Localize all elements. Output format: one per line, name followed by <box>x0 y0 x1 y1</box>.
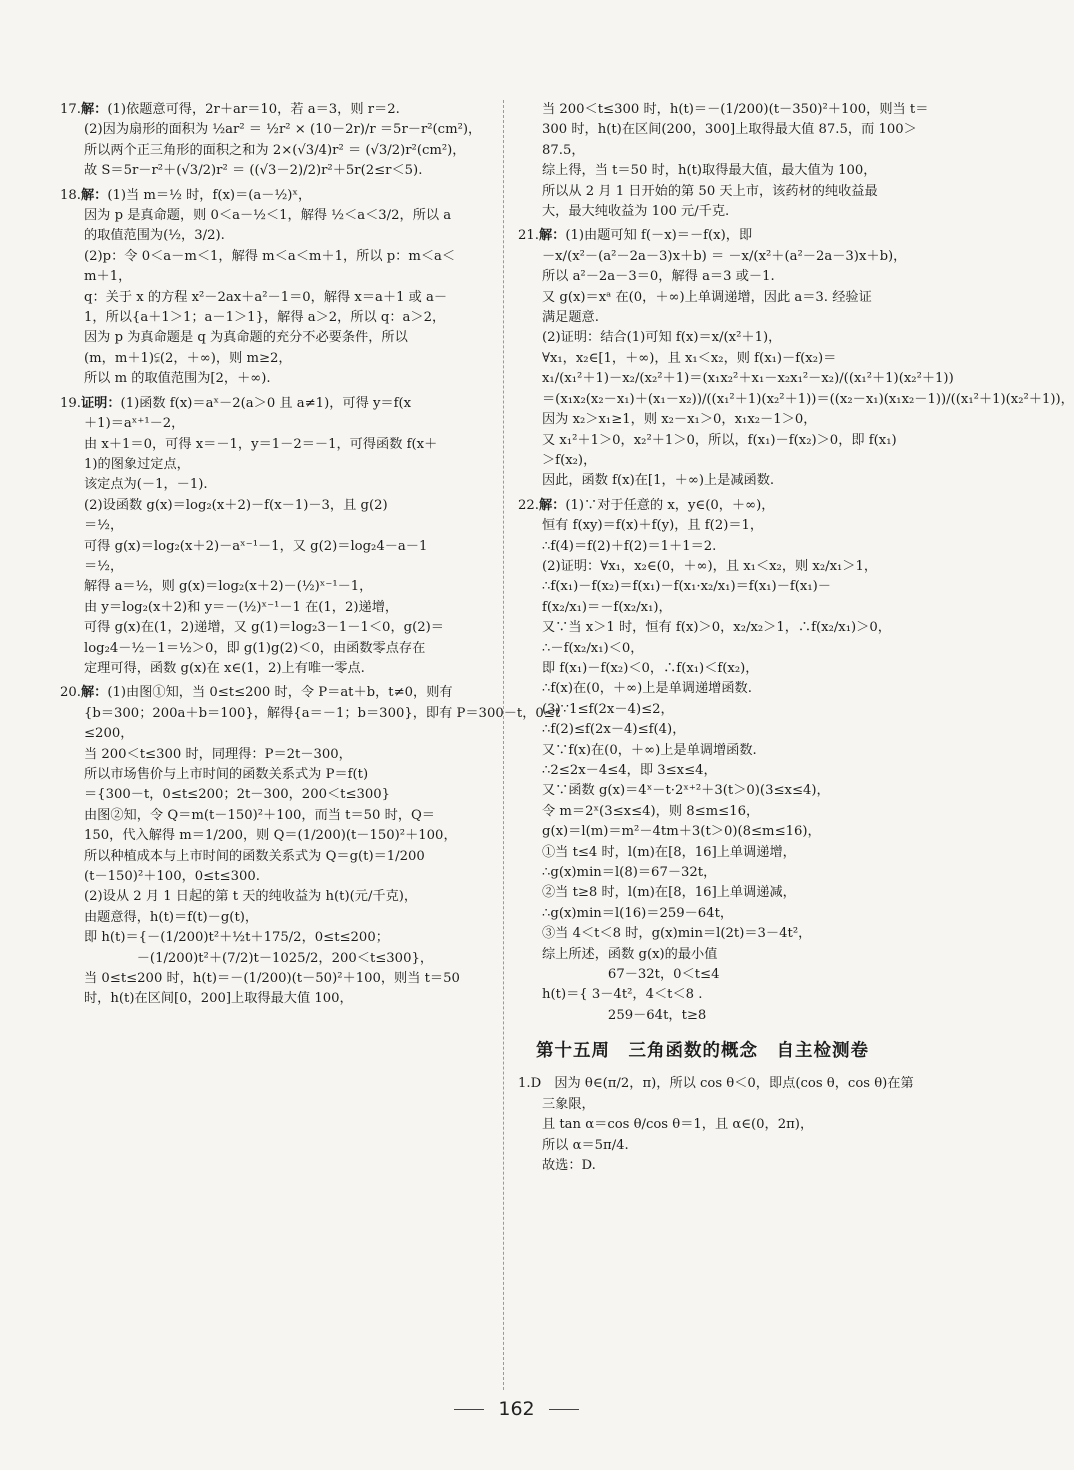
line-text: ③当 4＜t＜8 时，g(x)min＝l(2t)＝3－4t²， <box>542 926 812 942</box>
line-text: (1)由图①知，当 0≤t≤200 时，令 P＝at＋b，t≠0，则有 <box>107 685 453 701</box>
solution-line <box>518 883 948 903</box>
solution-line <box>518 618 948 638</box>
line-text: 时，h(t)在区间[0，200]上取得最大值 100， <box>84 991 353 1007</box>
line-text: 1)的图象过定点， <box>84 456 190 472</box>
line-text: (2)设从 2 月 1 日起的第 t 天的纯收益为 h(t)(元/千克)， <box>84 889 418 905</box>
line-text: 因为 p 是真命题，则 0＜a－½＜1，解得 ½＜a＜3/2，所以 a <box>84 208 452 224</box>
line-text: 259－64t，t≥8 <box>542 1007 707 1023</box>
line-text: 令 m＝2ˣ(3≤x≤4)，则 8≤m≤16， <box>542 803 760 819</box>
line-text: 因为 x₂＞x₁≥1，则 x₂－x₁＞0，x₁x₂－1＞0， <box>542 412 817 428</box>
line-text: 87.5， <box>542 142 585 158</box>
line-text: 即 h(t)＝{－(1/200)t²＋½t＋175/2，0≤t≤200； <box>84 930 389 946</box>
solution-line <box>60 969 490 989</box>
line-text: (m，m＋1)⫋(2，＋∞)，则 m≥2， <box>84 350 292 366</box>
line-text: f(x₂/x₁)＝－f(x₂/x₁)， <box>542 599 672 615</box>
solution-line <box>518 267 948 287</box>
line-text: 解得 a＝½，则 g(x)＝log₂(x＋2)－(½)ˣ⁻¹－1， <box>84 579 373 595</box>
solution-line <box>518 557 948 577</box>
line-text: ＝½， <box>84 558 124 574</box>
line-text: 综上得，当 t＝50 时，h(t)取得最大值，最大值为 100， <box>542 163 877 179</box>
solution-line <box>518 537 948 557</box>
solution-line <box>60 724 490 744</box>
solution-line <box>518 863 948 883</box>
solution-line <box>60 349 490 369</box>
line-text: ∴f(4)＝f(2)＋f(2)＝1＋1＝2. <box>542 538 717 554</box>
line-text: ∴f(2)≤f(2x－4)≤f(4)， <box>542 722 686 738</box>
line-text: 定理可得，函数 g(x)在 x∈(1，2)上有唯一零点. <box>84 660 365 676</box>
line-text: log₂4－½－1＝½＞0，即 g(1)g(2)＜0，由函数零点存在 <box>84 640 426 656</box>
line-text: 所以 α＝5π/4. <box>542 1137 629 1153</box>
line-text: q：关于 x 的方程 x²－2ax＋a²－1＝0，解得 x＝a＋1 或 a－ <box>84 289 448 305</box>
problem-start-line <box>60 100 490 120</box>
solution-line <box>518 822 948 842</box>
line-text: 150，代入解得 m＝1/200，则 Q＝(1/200)(t－150)²＋100， <box>84 828 457 844</box>
solution-line <box>60 949 490 969</box>
line-text: 故选：D. <box>542 1157 596 1173</box>
problem-number: 20. <box>60 685 81 701</box>
problem-start-line <box>518 496 948 516</box>
footer-dash-left <box>454 1409 484 1410</box>
line-text: (2)因为扇形的面积为 ½ar² ＝ ½r² × (10－2r)/r ＝5r－r²(cm²)， <box>84 122 482 138</box>
solution-line <box>518 1006 948 1026</box>
solution-line <box>60 267 490 287</box>
solution-line <box>60 308 490 328</box>
line-text: 当 0≤t≤200 时，h(t)＝－(1/200)(t－50)²＋100，则当 t＝50 <box>84 971 460 987</box>
solution-line <box>60 455 490 475</box>
solution-line <box>518 639 948 659</box>
solution-line <box>518 720 948 740</box>
line-text: ∴－f(x₂/x₁)＜0， <box>542 640 644 656</box>
solution-line <box>518 410 948 430</box>
solution-line <box>518 141 948 161</box>
line-text: 三象限， <box>542 1096 595 1112</box>
solution-line <box>60 288 490 308</box>
solution-line <box>60 806 490 826</box>
solution-line <box>518 1095 948 1115</box>
line-text: ＝{300－t，0≤t≤200；2t－300，200＜t≤300} <box>84 787 391 803</box>
solution-line <box>60 577 490 597</box>
solution-line <box>60 328 490 348</box>
solution-line <box>60 496 490 516</box>
line-text: 且 tan α＝cos θ/cos θ＝1，且 α∈(0，2π)， <box>542 1117 814 1133</box>
solution-line <box>518 659 948 679</box>
line-text: ＋1)＝aˣ⁺¹－2， <box>84 416 185 432</box>
line-text: (2)证明：∀x₁，x₂∈(0，＋∞)，且 x₁＜x₂，则 x₂/x₁＞1， <box>542 558 878 574</box>
line-text: 所以两个正三角形的面积之和为 2×(√3/4)r² ＝ (√3/2)r²(cm²)， <box>84 142 466 158</box>
solution-line <box>518 945 948 965</box>
solution-line <box>60 120 490 140</box>
problem-number: 22. <box>518 497 539 513</box>
solution-line <box>518 120 948 140</box>
solution-line <box>518 390 1074 410</box>
line-text: 又∵f(x)在(0，＋∞)上是单调增函数. <box>542 742 757 758</box>
solution-line <box>60 867 490 887</box>
solution-line <box>60 247 490 267</box>
column-divider <box>503 100 504 1390</box>
solution-line <box>518 1156 948 1176</box>
line-text: h(t)＝{ 3－4t²，4＜t＜8 . <box>542 987 703 1003</box>
line-text: 因为 p 为真命题是 q 为真命题的充分不必要条件，所以 <box>84 330 408 346</box>
solution-line <box>60 557 490 577</box>
solution-line <box>518 1136 948 1156</box>
left-column <box>60 100 561 1010</box>
line-text: ∴f(x)在(0，＋∞)上是单调递增函数. <box>542 681 752 697</box>
solution-line <box>60 826 490 846</box>
line-text: (1)∵对于任意的 x，y∈(0，＋∞)， <box>565 497 775 513</box>
solution-line <box>518 431 948 451</box>
solution-line <box>518 1115 948 1135</box>
line-text: 故 S＝5r－r²＋(√3/2)r² ＝ ((√3－2)/2)r²＋5r(2≤r＜5). <box>84 163 423 179</box>
solution-line <box>60 206 490 226</box>
line-text: 又∵函数 g(x)＝4ˣ－t·2ˣ⁺²＋3(t＞0)(3≤x≤4)， <box>542 783 830 799</box>
line-text: 所以市场售价与上市时间的函数关系式为 P＝f(t) <box>84 767 369 782</box>
problem-start-line <box>60 186 490 206</box>
solution-line <box>518 471 948 491</box>
solution-line <box>518 577 948 597</box>
line-text: 当 200＜t≤300 时，同理得：P＝2t－300， <box>84 746 352 762</box>
line-text: －(1/200)t²＋(7/2)t－1025/2，200＜t≤300}， <box>84 950 434 966</box>
solution-line <box>60 435 490 455</box>
footer-dash-right <box>549 1409 579 1410</box>
line-text: x₁/(x₁²＋1)－x₂/(x₂²＋1)＝(x₁x₂²＋x₁－x₂x₁²－x₂)/((x₁²＋1)(x₂²＋1)) <box>542 371 954 387</box>
solution-line <box>518 451 948 471</box>
line-text: m＋1， <box>84 269 132 285</box>
line-text: 可得 g(x)＝log₂(x＋2)－aˣ⁻¹－1，又 g(2)＝log₂4－a－1 <box>84 538 428 554</box>
line-text: 由题意得，h(t)＝f(t)－g(t)， <box>84 909 259 925</box>
solution-label: 解： <box>538 497 566 513</box>
solution-line <box>518 100 948 120</box>
solution-line <box>518 843 948 863</box>
line-text: ①当 t≤4 时，l(m)在[8，16]上单调递增， <box>542 844 796 860</box>
solution-line <box>60 704 561 724</box>
line-text: 即 f(x₁)－f(x₂)＜0，∴f(x₁)＜f(x₂)， <box>542 660 759 676</box>
line-text: ＝(x₁x₂(x₂－x₁)＋(x₁－x₂))/((x₁²＋1)(x₂²＋1))＝((x₂－x₁)(x₁x₂－1))/((x₁²＋1)(x₂²＋1))， <box>542 391 1074 407</box>
solution-line <box>60 369 490 389</box>
solution-line <box>518 1074 948 1094</box>
solution-line <box>60 141 490 161</box>
solution-line <box>518 288 948 308</box>
line-text: 300 时，h(t)在区间(200，300]上取得最大值 87.5，而 100＞ <box>542 122 917 138</box>
problem-number: 17. <box>60 102 81 117</box>
line-text: 所以 m 的取值范围为[2，＋∞). <box>84 371 271 387</box>
line-text: (1)当 m＝½ 时，f(x)＝(a－½)ˣ， <box>107 187 312 203</box>
solution-line <box>60 226 490 246</box>
line-text: (2)p：令 0＜a－m＜1，解得 m＜a＜m＋1，所以 p：m＜a＜ <box>84 248 456 264</box>
line-text: (2)证明：结合(1)可知 f(x)＝x/(x²＋1)， <box>542 330 782 346</box>
solution-line <box>518 741 948 761</box>
line-text: 又 x₁²＋1＞0，x₂²＋1＞0，所以，f(x₁)－f(x₂)＞0，即 f(x₁) <box>542 432 897 448</box>
solution-line <box>60 928 490 948</box>
solution-line <box>518 247 948 267</box>
solution-line <box>518 349 948 369</box>
line-text: 该定点为(－1，－1). <box>84 477 208 493</box>
line-text: 1.D 因为 θ∈(π/2，π)，所以 cos θ＜0，即点(cos θ，cos θ)在第 <box>518 1076 914 1092</box>
solution-line <box>60 618 490 638</box>
line-text: 当 200＜t≤300 时，h(t)＝－(1/200)(t－350)²＋100，则当 t＝ <box>542 102 929 117</box>
line-text: (3)∵1≤f(2x－4)≤2， <box>542 701 674 717</box>
line-text: 由 x＋1＝0，可得 x＝－1，y＝1－2＝－1，可得函数 f(x＋ <box>84 436 438 452</box>
solution-line <box>60 989 490 1009</box>
solution-line <box>518 308 948 328</box>
line-text: 所以从 2 月 1 日开始的第 50 天上市，该药材的纯收益最 <box>542 183 878 199</box>
solution-line <box>60 598 490 618</box>
solution-line <box>518 904 948 924</box>
line-text: ∴g(x)min＝l(8)＝67－32t， <box>542 865 717 881</box>
problem-number: 21. <box>518 228 539 244</box>
line-text: (1)由题可知 f(－x)＝－f(x)，即 <box>565 228 753 244</box>
line-text: ∴g(x)min＝l(16)＝259－64t， <box>542 905 734 921</box>
solution-line <box>518 598 948 618</box>
solution-line <box>60 639 490 659</box>
solution-line <box>60 887 490 907</box>
line-text: ≤200， <box>84 726 134 742</box>
solution-line <box>60 765 490 785</box>
page-number: 162 <box>498 1398 535 1420</box>
solution-line <box>518 679 948 699</box>
solution-line <box>60 516 490 536</box>
line-text: 的取值范围为(½，3/2). <box>84 228 225 244</box>
problem-number: 19. <box>60 395 81 411</box>
line-text: 所以 a²－2a－3＝0，解得 a＝3 或－1. <box>542 269 775 285</box>
problem-start-line <box>60 683 490 703</box>
line-text: 所以种植成本与上市时间的函数关系式为 Q＝g(t)＝1/200 <box>84 848 425 864</box>
solution-line <box>518 965 948 985</box>
line-text: g(x)＝l(m)＝m²－4tm＋3(t＞0)(8≤m≤16)， <box>542 824 821 840</box>
line-text: 因此，函数 f(x)在[1，＋∞)上是减函数. <box>542 473 775 489</box>
solution-line <box>60 785 490 805</box>
solution-line <box>518 182 948 202</box>
line-text: 由 y＝log₂(x＋2)和 y＝－(½)ˣ⁻¹－1 在(1，2)递增， <box>84 599 399 615</box>
line-text: 由图②知，令 Q＝m(t－150)²＋100，而当 t＝50 时，Q＝ <box>84 807 435 823</box>
line-text: 综上所述，函数 g(x)的最小值 <box>542 946 718 962</box>
solution-line <box>518 924 948 944</box>
solution-label: 解： <box>538 228 566 244</box>
line-text: {b＝300；200a＋b＝100}，解得{a＝－1；b＝300}，即有 P＝300－t，0≤t <box>84 705 561 721</box>
line-text: 67－32t，0＜t≤4 <box>542 967 720 983</box>
solution-line <box>60 659 490 679</box>
right-column <box>518 100 1074 1176</box>
line-text: ＝½， <box>84 518 124 534</box>
solution-line <box>518 328 948 348</box>
problem-number: 18. <box>60 187 81 203</box>
solution-line <box>518 761 948 781</box>
solution-label: 解： <box>80 187 108 203</box>
solution-line <box>518 700 948 720</box>
line-text: (2)设函数 g(x)＝log₂(x＋2)－f(x－1)－3，且 g(2) <box>84 497 388 513</box>
solution-label: 证明： <box>80 395 121 411</box>
solution-line <box>60 161 490 181</box>
solution-line <box>60 537 490 557</box>
line-text: 1，所以{a＋1＞1；a－1＞1}，解得 a＞2，所以 q：a＞2， <box>84 310 446 326</box>
line-text: 又∵当 x＞1 时，恒有 f(x)＞0，x₂/x₂＞1，∴f(x₂/x₁)＞0， <box>542 620 891 636</box>
line-text: 又 g(x)＝xᵃ 在(0，＋∞)上单调递增，因此 a＝3. 经验证 <box>542 289 872 305</box>
line-text: ＞f(x₂)， <box>542 452 597 468</box>
solution-line <box>518 516 948 536</box>
solution-line <box>60 475 490 495</box>
solution-line <box>518 781 948 801</box>
solution-line <box>518 369 954 389</box>
problem-start-line <box>60 394 490 414</box>
line-text: 恒有 f(xy)＝f(x)＋f(y)，且 f(2)＝1， <box>542 518 764 534</box>
solution-line <box>60 908 490 928</box>
problem-start-line <box>518 226 948 246</box>
solution-label: 解： <box>80 685 108 701</box>
section-heading: 第十五周 三角函数的概念 自主检测卷 <box>536 1041 869 1062</box>
solution-line <box>60 414 490 434</box>
line-text: 可得 g(x)在(1，2)递增，又 g(1)＝log₂3－1－1＜0，g(2)＝ <box>84 620 444 636</box>
line-text: 大，最大纯收益为 100 元/千克. <box>542 204 730 220</box>
line-text: ∀x₁，x₂∈[1，＋∞)，且 x₁＜x₂，则 f(x₁)－f(x₂)＝ <box>542 350 837 366</box>
line-text: (1)函数 f(x)＝aˣ－2(a＞0 且 a≠1)，可得 y＝f(x <box>120 395 412 411</box>
solution-line <box>518 161 948 181</box>
page-number-footer <box>0 1398 1033 1420</box>
line-text: ∴2≤2x－4≤4，即 3≤x≤4， <box>542 763 717 778</box>
line-text: 满足题意. <box>542 310 599 326</box>
line-text: ②当 t≥8 时，l(m)在[8，16]上单调递减， <box>542 885 796 901</box>
line-text: (1)依题意可得，2r＋ar＝10，若 a＝3，则 r＝2. <box>107 102 400 117</box>
solution-line <box>60 847 490 867</box>
solution-line <box>518 802 948 822</box>
solution-line <box>60 745 490 765</box>
solution-label: 解： <box>80 102 108 117</box>
line-text: －x/(x²－(a²－2a－3)x＋b) ＝ －x/(x²＋(a²－2a－3)x＋b)， <box>542 248 907 264</box>
solution-line <box>518 202 948 222</box>
line-text: ∴f(x₁)－f(x₂)＝f(x₁)－f(x₁·x₂/x₁)＝f(x₁)－f(x₁)－ <box>542 579 831 595</box>
line-text: (t－150)²＋100，0≤t≤300. <box>84 869 260 885</box>
solution-line <box>518 985 948 1005</box>
